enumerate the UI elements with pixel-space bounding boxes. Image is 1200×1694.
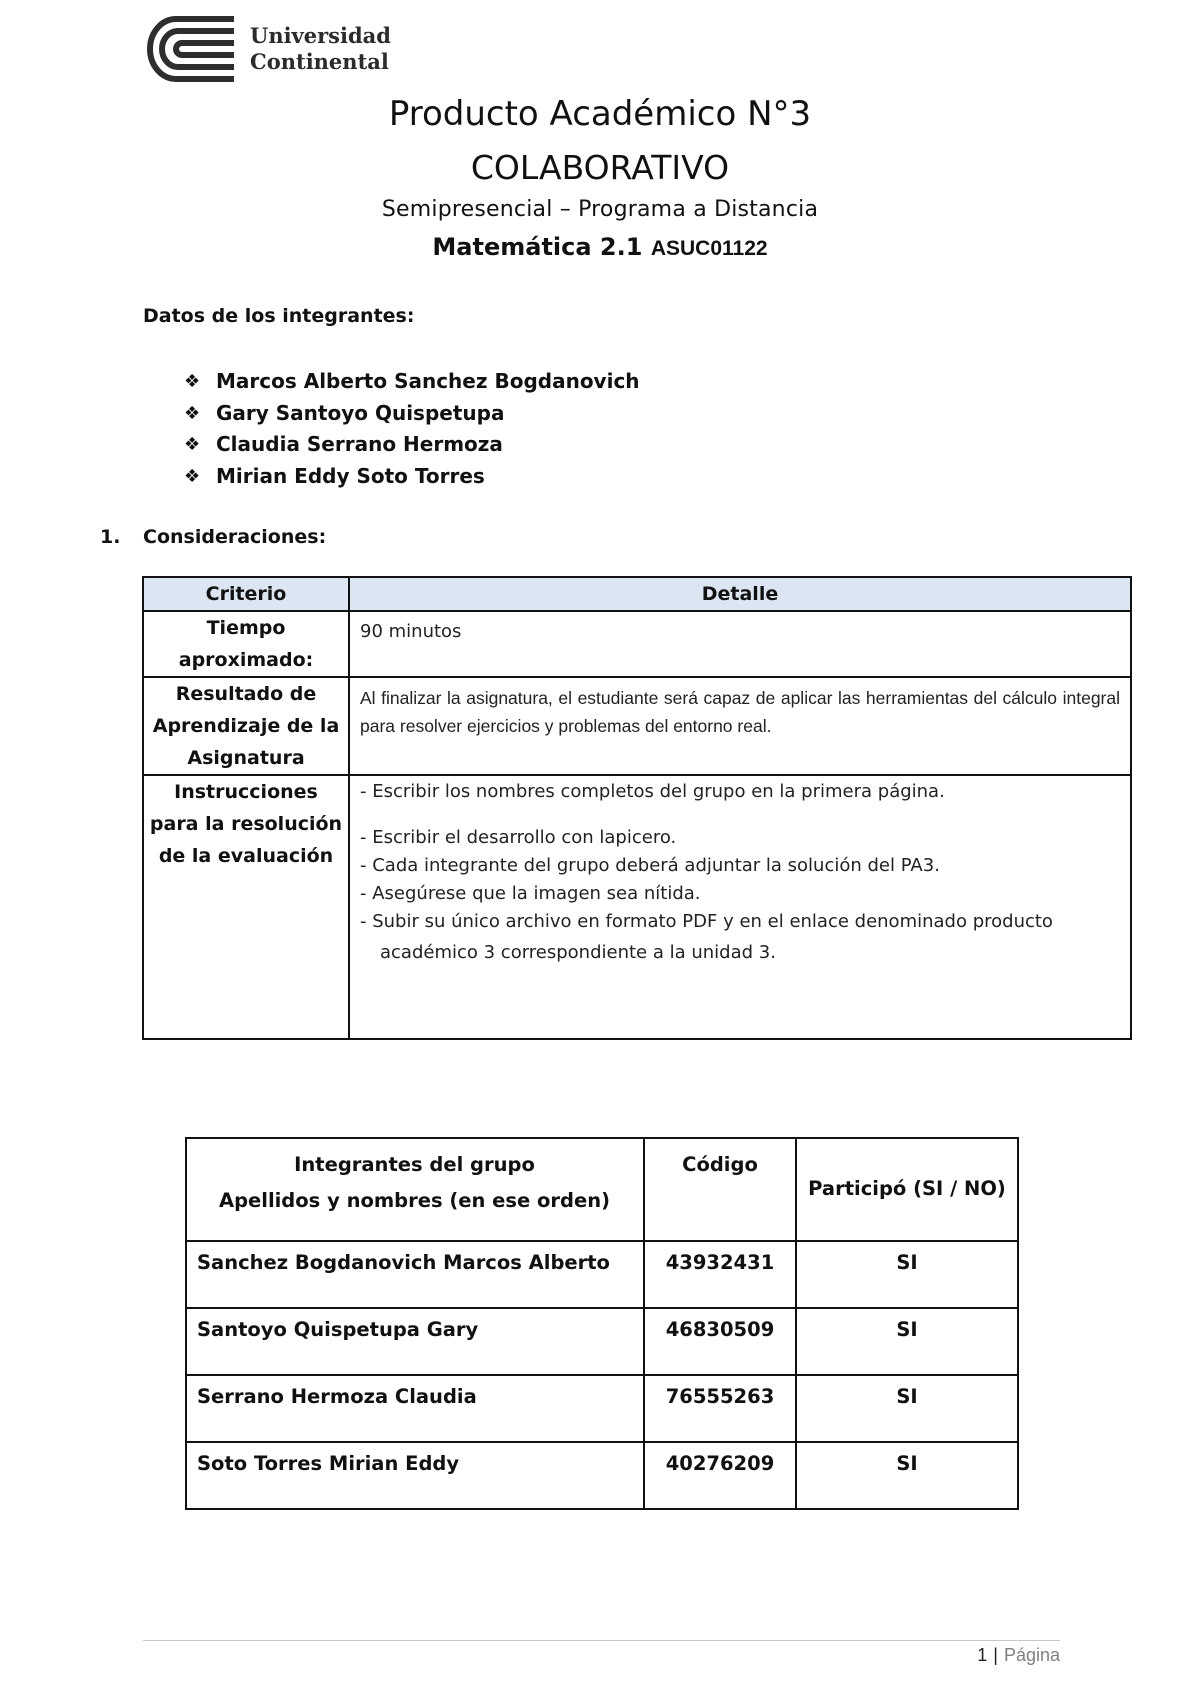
table-row <box>186 1308 1018 1375</box>
instruction-line: - Asegúrese que la imagen sea nítida. <box>360 883 701 904</box>
participation-cell: SI <box>796 1442 1018 1509</box>
instruction-line: - Subir su único archivo en formato PDF y en el enlace denominado producto <box>360 911 1053 932</box>
diamond-bullet-icon: ❖ <box>184 465 201 487</box>
section-heading <box>100 526 326 548</box>
table-row <box>186 1375 1018 1442</box>
column-header-participation: Participó (SI / NO) <box>796 1138 1018 1241</box>
footer-divider <box>143 1640 1060 1641</box>
table-header-row <box>143 577 1131 611</box>
member-name-cell: Serrano Hermoza Claudia <box>186 1375 644 1442</box>
member-name-cell: Sanchez Bogdanovich Marcos Alberto <box>186 1241 644 1308</box>
diamond-bullet-icon: ❖ <box>184 371 201 392</box>
list-item: ❖ Claudia Serrano Hermoza <box>184 429 640 461</box>
table-row <box>186 1442 1018 1509</box>
instruction-line: - Cada integrante del grupo deberá adjuntar la solución del PA3. <box>360 855 940 876</box>
column-header-code: Código <box>644 1138 796 1241</box>
criteria-table <box>142 576 1132 1040</box>
logo-text <box>250 23 391 75</box>
members-label: Datos de los integrantes: <box>143 305 415 327</box>
member-name-cell: Soto Torres Mirian Eddy <box>186 1442 644 1509</box>
section-number: 1. <box>100 526 121 548</box>
detalle-cell: 90 minutos <box>349 611 1131 677</box>
list-item: ❖ Marcos Alberto Sanchez Bogdanovich <box>184 366 640 398</box>
section-title: Consideraciones: <box>143 526 327 548</box>
criterio-cell: Instrucciones para la resolución de la evaluación <box>143 775 349 1039</box>
member-code-cell: 46830509 <box>644 1308 796 1375</box>
column-header-name: Integrantes del grupo Apellidos y nombres (en ese orden) <box>186 1138 644 1241</box>
logo-line-2: Continental <box>250 49 389 74</box>
members-list <box>184 366 640 492</box>
course-code: ASUC01122 <box>650 237 768 260</box>
instruction-line: - Escribir los nombres completos del grupo en la primera página. <box>360 781 945 802</box>
group-members-table <box>185 1137 1019 1510</box>
course-name: Matemática 2.1 <box>432 233 643 261</box>
table-row <box>143 775 1131 1039</box>
participation-cell: SI <box>796 1375 1018 1442</box>
page-number: 1 <box>977 1645 988 1665</box>
document-title: Producto Académico N°3 <box>388 94 812 134</box>
diamond-bullet-icon: ❖ <box>184 402 201 424</box>
course-title <box>0 233 1200 261</box>
list-item: ❖ Mirian Eddy Soto Torres <box>184 461 640 493</box>
criterio-cell: Tiempo aproximado: <box>143 611 349 677</box>
member-code-cell: 76555263 <box>644 1375 796 1442</box>
document-subtitle: COLABORATIVO <box>470 148 730 187</box>
university-logo <box>146 14 391 84</box>
detalle-cell: Al finalizar la asignatura, el estudiante será capaz de aplicar las herramientas del cálculo integral para resolver ejercicios y problemas del entorno real. <box>349 677 1131 775</box>
column-header: Criterio <box>143 577 349 611</box>
table-header-row <box>186 1138 1018 1241</box>
member-code-cell: 40276209 <box>644 1442 796 1509</box>
page-label: Página <box>1003 1645 1060 1665</box>
member-name-cell: Santoyo Quispetupa Gary <box>186 1308 644 1375</box>
column-header: Detalle <box>349 577 1131 611</box>
logo-mark-icon <box>146 15 236 83</box>
modality-text: Semipresencial – Programa a Distancia <box>381 197 819 222</box>
diamond-bullet-icon: ❖ <box>184 434 201 455</box>
criterio-cell: Resultado de Aprendizaje de la Asignatura <box>143 677 349 775</box>
participation-cell: SI <box>796 1308 1018 1375</box>
member-code-cell: 43932431 <box>644 1241 796 1308</box>
table-row <box>143 611 1131 677</box>
page-footer <box>977 1645 1060 1666</box>
instructions-cell <box>349 775 1131 1039</box>
instruction-line: académico 3 correspondiente a la unidad 3. <box>380 942 776 963</box>
table-row <box>143 677 1131 775</box>
instruction-line: - Escribir el desarrollo con lapicero. <box>360 827 677 848</box>
list-item: ❖ Gary Santoyo Quispetupa <box>184 398 640 430</box>
logo-line-1: Universidad <box>250 23 391 48</box>
participation-cell: SI <box>796 1241 1018 1308</box>
table-row <box>186 1241 1018 1308</box>
footer-separator: | <box>993 1645 998 1665</box>
